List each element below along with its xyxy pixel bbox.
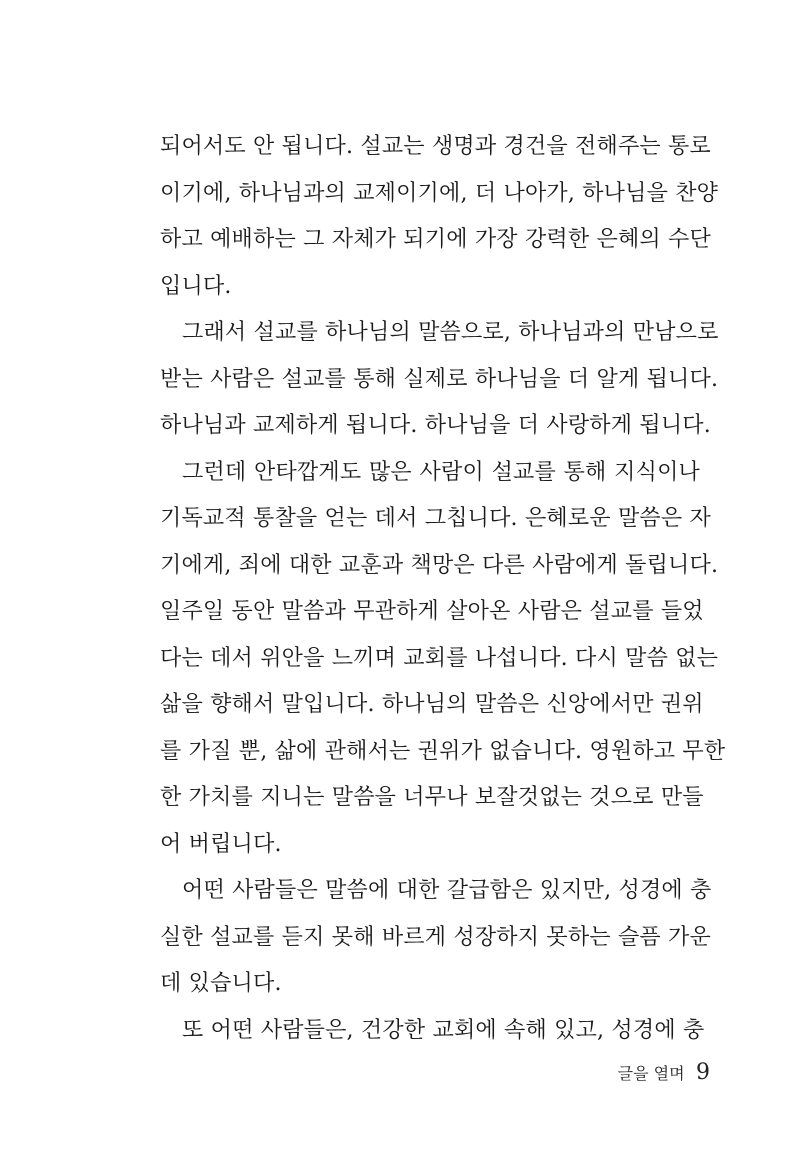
text-line: 받는 사람은 설교를 통해 실제로 하나님을 더 알게 됩니다. (160, 366, 719, 392)
text-line: 다는 데서 위안을 느끼며 교회를 나섭니다. 다시 말씀 없는 (160, 645, 719, 671)
text-line: 기독교적 통찰을 얻는 데서 그칩니다. 은혜로운 말씀은 자 (160, 506, 711, 531)
text-line: 실한 설교를 듣지 못해 바르게 성장하지 못하는 슬픔 가운 (160, 924, 711, 950)
text-line: 어떤 사람들은 말씀에 대한 갈급함은 있지만, 성경에 충 (182, 878, 712, 903)
text-line: 또 어떤 사람들은, 건강한 교회에 속해 있고, 성경에 충 (182, 1017, 705, 1043)
text-line: 입니다. (160, 273, 232, 299)
text-line: 되어서도 안 됩니다. 설교는 생명과 경건을 전해주는 통로 (160, 134, 711, 159)
text-line: 삶을 향해서 말입니다. 하나님의 말씀은 신앙에서만 권위 (160, 692, 704, 717)
text-line: 일주일 동안 말씀과 무관하게 살아온 사람은 설교를 들었 (160, 599, 704, 624)
page-footer (618, 1060, 710, 1085)
page-body-text (160, 124, 726, 1054)
text-line: 한 가치를 지니는 말씀을 너무나 보잘것없는 것으로 만들 (160, 785, 704, 810)
text-line: 이기에, 하나님과의 교제이기에, 더 나아가, 하나님을 찬양 (160, 180, 719, 206)
text-line: 그런데 안타깝게도 많은 사람이 설교를 통해 지식이나 (182, 459, 700, 485)
text-line: 를 가질 뿐, 삶에 관해서는 권위가 없습니다. 영원하고 무한 (160, 738, 726, 764)
text-line: 기에게, 죄에 대한 교훈과 책망은 다른 사람에게 돌립니다. (160, 552, 719, 578)
page-number: 9 (696, 1060, 710, 1085)
text-line: 그래서 설교를 하나님의 말씀으로, 하나님과의 만남으로 (182, 320, 719, 345)
text-line: 데 있습니다. (160, 971, 282, 996)
text-line: 하나님과 교제하게 됩니다. 하나님을 더 사랑하게 됩니다. (160, 413, 711, 438)
text-line: 하고 예배하는 그 자체가 되기에 가장 강력한 은혜의 수단 (160, 227, 711, 252)
running-footer-title: 글을 열며 (617, 1064, 685, 1083)
text-line: 어 버립니다. (160, 831, 282, 857)
